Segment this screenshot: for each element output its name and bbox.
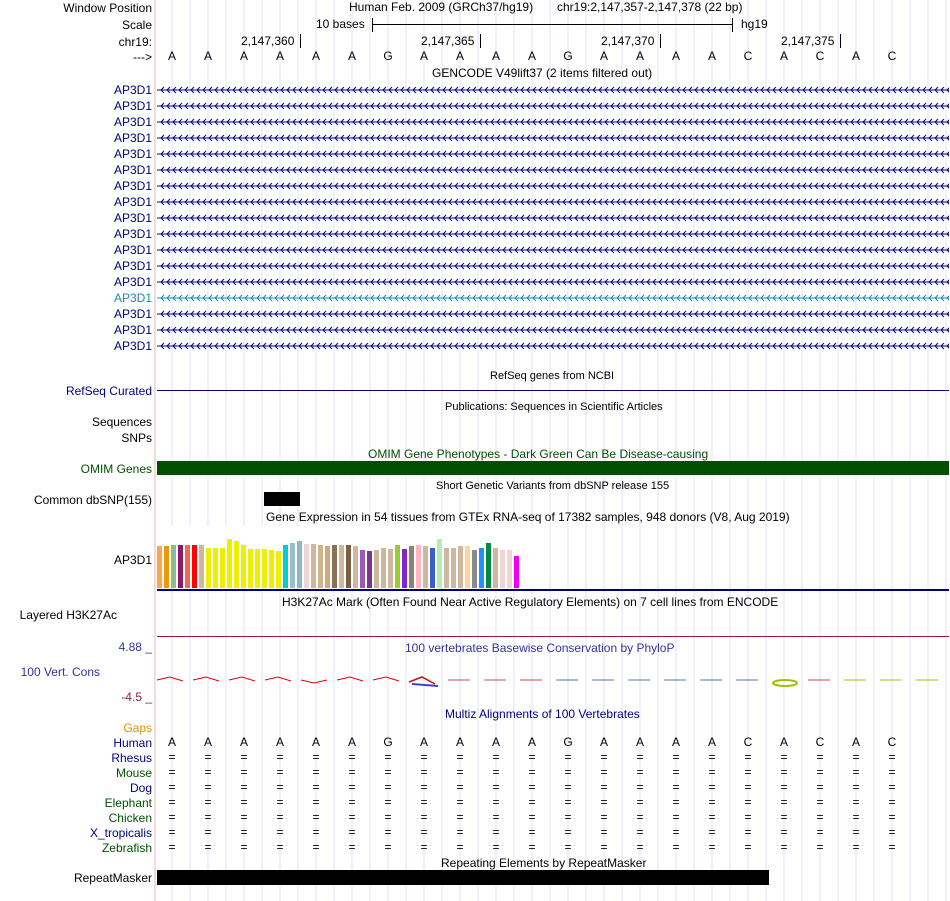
alignment-match: = [240,750,248,764]
dbsnp-title[interactable]: Short Genetic Variants from dbSNP release 155 [436,480,670,492]
pubs-label-sequences[interactable]: Sequences [91,415,152,429]
base: A [527,49,536,63]
alignment-match: = [744,825,752,839]
aligned-base: A [311,735,320,749]
alignment-match: = [492,795,500,809]
alignment-match: = [492,765,500,779]
alignment-match: = [672,840,680,854]
alignment-match: = [204,750,212,764]
alignment-match: = [636,765,644,779]
alignment-match: = [672,795,680,809]
gtex-title[interactable]: Gene Expression in 54 tissues from GTEx RNA-seq of 17382 samples, 948 donors (V8, Aug 2019) [266,510,790,524]
gene-label[interactable]: AP3D1 [113,275,152,289]
base: G [563,49,573,63]
refseq-label[interactable]: RefSeq Curated [65,384,152,398]
species-label[interactable]: Human [113,736,152,750]
alignment-match: = [384,780,392,794]
alignment-match: = [240,810,248,824]
gene-label[interactable]: AP3D1 [113,307,152,321]
alignment-match: = [420,750,428,764]
gtex-label[interactable]: AP3D1 [113,553,152,567]
alignment-match: = [708,765,716,779]
alignment-match: = [672,825,680,839]
alignment-match: = [780,750,788,764]
alignment-match: = [276,825,284,839]
base: A [203,49,212,63]
alignment-match: = [888,840,896,854]
base: A [491,49,500,63]
alignment-match: = [420,810,428,824]
phylop-title[interactable]: 100 vertebrates Basewise Conservation by PhyloP [405,641,675,655]
multiz-title[interactable]: Multiz Alignments of 100 Vertebrates [445,707,640,721]
alignment-match: = [780,825,788,839]
alignment-match: = [744,780,752,794]
alignment-match: = [528,765,536,779]
alignment-match: = [312,825,320,839]
alignment-match: = [456,795,464,809]
species-label[interactable]: Mouse [115,766,152,780]
alignment-match: = [816,795,824,809]
alignment-match: = [708,780,716,794]
alignment-match: = [384,810,392,824]
species-label[interactable]: X_tropicalis [89,826,152,840]
alignment-match: = [348,795,356,809]
gene-label[interactable]: AP3D1 [113,115,152,129]
alignment-match: = [528,795,536,809]
alignment-match: = [492,810,500,824]
refseq-title[interactable]: RefSeq genes from NCBI [490,370,615,382]
dbsnp-label[interactable]: Common dbSNP(155) [33,493,152,507]
alignment-match: = [888,810,896,824]
alignment-match: = [312,750,320,764]
aligned-base: C [887,735,897,749]
alignment-match: = [852,780,860,794]
alignment-match: = [240,840,248,854]
alignment-match: = [276,840,284,854]
species-label[interactable]: Rhesus [111,751,152,765]
alignment-match: = [348,765,356,779]
alignment-match: = [744,765,752,779]
base: A [635,49,644,63]
alignment-match: = [780,765,788,779]
alignment-match: = [888,750,896,764]
alignment-match: = [420,780,428,794]
alignment-match: = [204,840,212,854]
aligned-base: A [419,735,428,749]
alignment-match: = [528,825,536,839]
aligned-base: A [779,735,788,749]
base: G [383,49,393,63]
strand-label: ---> [133,50,152,64]
aligned-base: A [671,735,680,749]
alignment-match: = [168,825,176,839]
alignment-match: = [240,795,248,809]
alignment-match: = [348,840,356,854]
tick-label: 2,147,370 [601,34,655,48]
alignment-match: = [276,810,284,824]
gene-label[interactable]: AP3D1 [113,259,152,273]
alignment-match: = [528,840,536,854]
alignment-match: = [708,840,716,854]
alignment-match: = [384,840,392,854]
alignment-match: = [744,810,752,824]
alignment-match: = [852,840,860,854]
scale-label: Scale [121,18,152,32]
alignment-match: = [852,765,860,779]
alignment-match: = [384,750,392,764]
alignment-match: = [492,750,500,764]
alignment-match: = [564,825,572,839]
repeatmasker-title[interactable]: Repeating Elements by RepeatMasker [441,856,647,870]
alignment-match: = [672,750,680,764]
species-label[interactable]: Zebrafish [101,841,152,855]
base: A [311,49,320,63]
alignment-match: = [168,810,176,824]
alignment-match: = [708,795,716,809]
alignment-match: = [528,810,536,824]
omim-label[interactable]: OMIM Genes [80,462,152,476]
base: A [419,49,428,63]
alignment-match: = [600,765,608,779]
gene-label[interactable]: AP3D1 [113,131,152,145]
alignment-match: = [708,825,716,839]
gene-label[interactable]: AP3D1 [113,99,152,113]
alignment-match: = [888,795,896,809]
alignment-match: = [204,765,212,779]
alignment-match: = [456,840,464,854]
alignment-match: = [564,810,572,824]
alignment-match: = [492,780,500,794]
alignment-match: = [276,795,284,809]
alignment-match: = [672,765,680,779]
alignment-match: = [600,780,608,794]
aligned-base: A [707,735,716,749]
alignment-match: = [492,840,500,854]
alignment-match: = [672,780,680,794]
alignment-match: = [384,765,392,779]
alignment-match: = [816,810,824,824]
phylop-max: 4.88 _ [118,640,152,654]
gene-label[interactable]: AP3D1 [113,243,152,257]
omim-title[interactable]: OMIM Gene Phenotypes - Dark Green Can Be Disease-causing [368,447,709,461]
alignment-match: = [780,810,788,824]
alignment-match: = [456,810,464,824]
alignment-match: = [636,780,644,794]
aligned-base: A [491,735,500,749]
alignment-match: = [384,795,392,809]
base: A [455,49,464,63]
aligned-base: A [167,735,176,749]
alignment-match: = [456,825,464,839]
chr-label: chr19: [118,35,152,49]
aligned-base: A [275,735,284,749]
alignment-match: = [204,795,212,809]
position-readout[interactable]: chr19:2,147,357-2,147,378 (22 bp) [557,0,743,14]
aligned-base: G [383,735,393,749]
alignment-match: = [636,825,644,839]
gene-label[interactable]: AP3D1 [113,195,152,209]
gene-label[interactable]: AP3D1 [113,339,152,353]
alignment-match: = [168,765,176,779]
tick-label: 2,147,360 [241,34,295,48]
alignment-match: = [420,795,428,809]
alignment-match: = [708,750,716,764]
tick-label: 2,147,365 [421,34,475,48]
gene-label[interactable]: AP3D1 [113,179,152,193]
alignment-match: = [816,750,824,764]
gene-label[interactable]: AP3D1 [113,83,152,97]
base: A [599,49,608,63]
gene-label[interactable]: AP3D1 [113,147,152,161]
aligned-base: A [455,735,464,749]
aligned-base: A [203,735,212,749]
alignment-match: = [636,795,644,809]
base: A [347,49,356,63]
pubs-title[interactable]: Publications: Sequences in Scientific Articles [445,401,663,413]
alignment-match: = [636,840,644,854]
phylop-label[interactable]: 100 Vert. Cons [20,665,100,679]
alignment-match: = [888,780,896,794]
alignment-match: = [312,840,320,854]
alignment-match: = [816,765,824,779]
alignment-match: = [276,750,284,764]
alignment-match: = [816,780,824,794]
species-label[interactable]: Dog [129,781,152,795]
base: C [887,49,897,63]
alignment-match: = [780,840,788,854]
alignment-match: = [456,765,464,779]
alignment-match: = [600,810,608,824]
alignment-match: = [888,825,896,839]
alignment-match: = [204,780,212,794]
species-label[interactable]: Chicken [108,811,152,825]
base: A [275,49,284,63]
scale-text: 10 bases [316,17,365,31]
alignment-match: = [240,780,248,794]
alignment-match: = [204,810,212,824]
gencode-title[interactable]: GENCODE V49lift37 (2 items filtered out) [432,66,653,80]
alignment-match: = [348,810,356,824]
alignment-match: = [168,780,176,794]
alignment-match: = [564,750,572,764]
alignment-match: = [312,810,320,824]
gene-label[interactable]: AP3D1 [113,163,152,177]
alignment-match: = [168,840,176,854]
phylop-min: -4.5 _ [121,690,152,704]
alignment-match: = [204,825,212,839]
alignment-match: = [600,825,608,839]
base: A [167,49,176,63]
alignment-match: = [384,825,392,839]
db-label: hg19 [741,17,768,31]
multiz-gaps-label[interactable]: Gaps [123,721,152,735]
gene-label[interactable]: AP3D1 [113,323,152,337]
alignment-match: = [312,765,320,779]
alignment-match: = [564,795,572,809]
repeatmasker-label[interactable]: RepeatMasker [73,871,152,885]
alignment-match: = [852,810,860,824]
alignment-match: = [276,765,284,779]
alignment-match: = [348,750,356,764]
alignment-match: = [456,780,464,794]
gene-label[interactable]: AP3D1 [113,211,152,225]
alignment-match: = [780,780,788,794]
alignment-match: = [564,765,572,779]
alignment-match: = [636,810,644,824]
alignment-match: = [312,780,320,794]
base: C [743,49,753,63]
aligned-base: G [563,735,573,749]
alignment-match: = [528,750,536,764]
alignment-match: = [528,780,536,794]
base: A [239,49,248,63]
alignment-match: = [636,750,644,764]
alignment-match: = [312,795,320,809]
pubs-label-snps[interactable]: SNPs [121,431,152,445]
alignment-match: = [276,780,284,794]
alignment-match: = [852,795,860,809]
alignment-match: = [852,750,860,764]
aligned-base: A [347,735,356,749]
assembly-title: Human Feb. 2009 (GRCh37/hg19) [349,0,534,14]
alignment-match: = [816,840,824,854]
alignment-match: = [420,840,428,854]
alignment-match: = [348,780,356,794]
alignment-match: = [744,840,752,854]
aligned-base: C [743,735,753,749]
base: A [707,49,716,63]
alignment-match: = [420,825,428,839]
alignment-match: = [672,810,680,824]
alignment-match: = [420,765,428,779]
gene-label[interactable]: AP3D1 [113,227,152,241]
alignment-match: = [708,810,716,824]
aligned-base: A [239,735,248,749]
alignment-match: = [348,825,356,839]
alignment-match: = [744,750,752,764]
alignment-match: = [816,825,824,839]
window-position-label: Window Position [63,1,152,15]
alignment-match: = [600,840,608,854]
alignment-match: = [888,765,896,779]
h3k27ac-label[interactable]: Layered H3K27Ac [19,608,117,622]
repeatmasker-element[interactable] [157,870,769,885]
tick-label: 2,147,375 [781,34,835,48]
alignment-match: = [240,825,248,839]
gene-label[interactable]: AP3D1 [113,291,152,305]
base: C [815,49,825,63]
alignment-match: = [456,750,464,764]
alignment-match: = [564,780,572,794]
species-label[interactable]: Elephant [104,796,152,810]
base: A [851,49,860,63]
alignment-match: = [852,825,860,839]
alignment-match: = [744,795,752,809]
alignment-match: = [600,750,608,764]
base: A [671,49,680,63]
base: A [779,49,788,63]
h3k27ac-title[interactable]: H3K27Ac Mark (Often Found Near Active Regulatory Elements) on 7 cell lines from ENCODE [282,595,779,609]
aligned-base: C [815,735,825,749]
aligned-base: A [599,735,608,749]
alignment-match: = [492,825,500,839]
aligned-base: A [851,735,860,749]
alignment-match: = [240,765,248,779]
alignment-match: = [780,795,788,809]
aligned-base: A [635,735,644,749]
alignment-match: = [564,840,572,854]
alignment-match: = [600,795,608,809]
aligned-base: A [527,735,536,749]
alignment-match: = [168,750,176,764]
alignment-match: = [168,795,176,809]
